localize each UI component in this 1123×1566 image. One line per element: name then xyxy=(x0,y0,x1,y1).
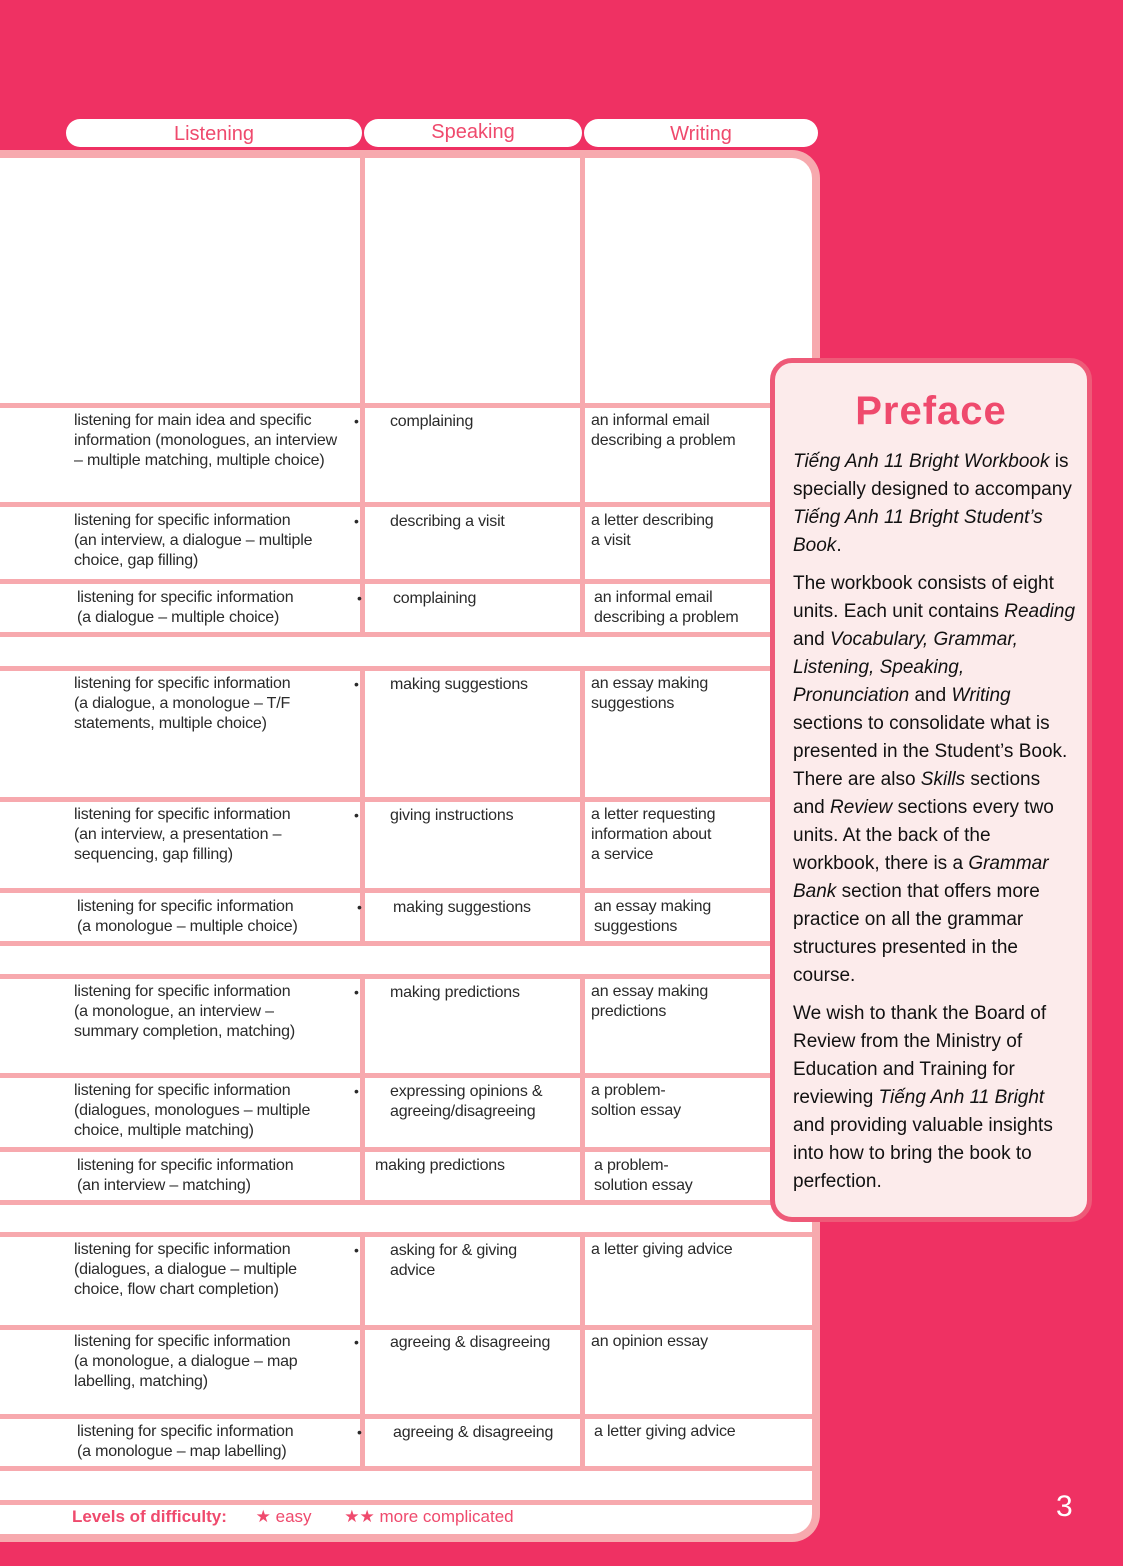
writing-cell: a letter requesting information about a service xyxy=(591,806,716,863)
preface-paragraph xyxy=(793,1000,1077,1196)
speaking-cell: • making suggestions xyxy=(375,897,598,918)
row-divider xyxy=(0,403,818,408)
preface-italic-text: Review xyxy=(829,797,893,818)
listening-cell: listening for specific information (an interview – matching) xyxy=(77,1157,294,1194)
preface-italic-text: Tiếng Anh 11 Bright Student’s Book xyxy=(793,507,1043,556)
writing-cell: an opinion essay xyxy=(591,1333,708,1350)
preface-paragraph xyxy=(793,448,1077,560)
speaking-cell: • making suggestions xyxy=(372,674,595,695)
legend-easy: ★ easy xyxy=(255,1507,312,1526)
listening-cell: listening for specific information (dialogues, a dialogue – multiple choice, flow chart completion) xyxy=(74,1241,297,1298)
preface-italic-text: Skills xyxy=(920,769,966,790)
speaking-cell: • complaining xyxy=(375,588,598,609)
writing-cell: a problem- soltion essay xyxy=(591,1082,681,1119)
row-divider xyxy=(0,632,818,637)
column-header-listening: Listening xyxy=(66,119,362,147)
column-header-writing: Writing xyxy=(584,119,818,147)
writing-cell: an informal email describing a problem xyxy=(594,589,739,626)
preface-italic-text: Vocabulary, Grammar, Listening, Speaking, Pronunciation xyxy=(793,629,1018,706)
row-divider xyxy=(0,1073,818,1078)
speaking-cell: • agreeing & disagreeing xyxy=(372,1332,595,1353)
speaking-cell: • giving instructions xyxy=(372,805,595,826)
speaking-cell: • agreeing & disagreeing xyxy=(375,1422,598,1443)
legend-label: Levels of difficulty: xyxy=(72,1507,227,1526)
writing-cell: an informal email describing a problem xyxy=(591,412,736,449)
row-divider xyxy=(0,888,818,893)
listening-cell: listening for specific information (a monologue, a dialogue – map labelling, matching) xyxy=(74,1333,298,1390)
preface-paragraph xyxy=(793,570,1077,990)
row-divider xyxy=(0,1500,818,1505)
listening-cell: listening for specific information (an interview, a presentation – sequencing, gap filling) xyxy=(74,806,291,863)
preface-text: sections to consolidate what is presented in the Student’s Book. There are also xyxy=(793,713,1068,790)
preface-text: The workbook consists of eight units. Each unit contains xyxy=(793,573,1054,622)
speaking-cell: making predictions xyxy=(375,1157,505,1174)
row-divider xyxy=(0,1147,818,1152)
listening-cell: listening for specific information (dialogues, monologues – multiple choice, multiple matching) xyxy=(74,1082,311,1139)
listening-cell: listening for main idea and specific information (monologues, an interview – multiple matching, multiple choice) xyxy=(74,412,337,469)
row-divider xyxy=(0,1200,818,1205)
listening-cell: listening for specific information (a monologue – map labelling) xyxy=(77,1423,294,1460)
speaking-cell: • asking for & giving advice xyxy=(372,1240,595,1281)
speaking-cell: • expressing opinions & agreeing/disagreeing xyxy=(372,1081,595,1122)
preface-text: section that offers more practice on all the grammar structures presented in the course. xyxy=(793,881,1040,986)
preface-text: and xyxy=(909,685,952,706)
preface-text: sections and xyxy=(793,769,1041,818)
preface-text: is specially designed to accompany xyxy=(793,451,1072,500)
column-divider xyxy=(580,155,585,403)
preface-text: and providing valuable insights into how to bring the book to perfection. xyxy=(793,1115,1053,1192)
preface-text: We wish to thank the Board of Review from the Ministry of Education and Training for reviewing xyxy=(793,1003,1047,1108)
writing-cell: a problem- solution essay xyxy=(594,1157,693,1194)
page-number: 3 xyxy=(1056,1490,1073,1523)
speaking-cell: • describing a visit xyxy=(372,511,595,532)
writing-cell: an essay making predictions xyxy=(591,983,709,1020)
preface-italic-text: Writing xyxy=(951,685,1011,706)
preface-italic-text: Reading xyxy=(1004,601,1076,622)
column-header-speaking: Speaking xyxy=(364,119,582,147)
preface-text: sections every two units. At the back of the workbook, there is a xyxy=(793,797,1054,874)
speaking-cell: • making predictions xyxy=(372,982,595,1003)
legend-complicated: ★★ more complicated xyxy=(344,1507,514,1526)
writing-cell: an essay making suggestions xyxy=(594,898,712,935)
row-divider xyxy=(0,1232,818,1237)
preface-italic-text: Tiếng Anh 11 Bright Workbook xyxy=(793,451,1050,472)
speaking-cell: • complaining xyxy=(372,411,595,432)
writing-cell: an essay making suggestions xyxy=(591,675,709,712)
writing-cell: a letter describing a visit xyxy=(591,512,714,549)
preface-title: Preface xyxy=(855,389,1007,433)
listening-cell: listening for specific information (a monologue – multiple choice) xyxy=(77,898,298,935)
writing-cell: a letter giving advice xyxy=(591,1241,733,1258)
listening-cell: listening for specific information (a dialogue, a monologue – T/F statements, multiple choice) xyxy=(74,675,291,732)
listening-cell: listening for specific information (a monologue, an interview – summary completion, matching) xyxy=(74,983,295,1040)
preface-text: and xyxy=(793,629,830,650)
preface-body xyxy=(775,448,1087,1196)
row-divider xyxy=(0,941,818,946)
preface-text: . xyxy=(836,535,842,556)
row-divider xyxy=(0,1466,818,1471)
preface-italic-text: Grammar Bank xyxy=(793,853,1049,902)
preface-italic-text: Tiếng Anh 11 Bright xyxy=(878,1087,1045,1108)
row-divider xyxy=(0,666,818,671)
row-divider xyxy=(0,797,818,802)
preface-box xyxy=(770,358,1092,1222)
row-divider xyxy=(0,1325,818,1330)
row-divider xyxy=(0,579,818,584)
writing-cell: a letter giving advice xyxy=(594,1423,736,1440)
row-divider xyxy=(0,974,818,979)
row-divider xyxy=(0,1414,818,1419)
column-divider xyxy=(360,155,365,403)
row-divider xyxy=(0,502,818,507)
difficulty-legend xyxy=(72,1507,542,1527)
listening-cell: listening for specific information (a dialogue – multiple choice) xyxy=(77,589,294,626)
listening-cell: listening for specific information (an interview, a dialogue – multiple choice, gap filling) xyxy=(74,512,313,569)
